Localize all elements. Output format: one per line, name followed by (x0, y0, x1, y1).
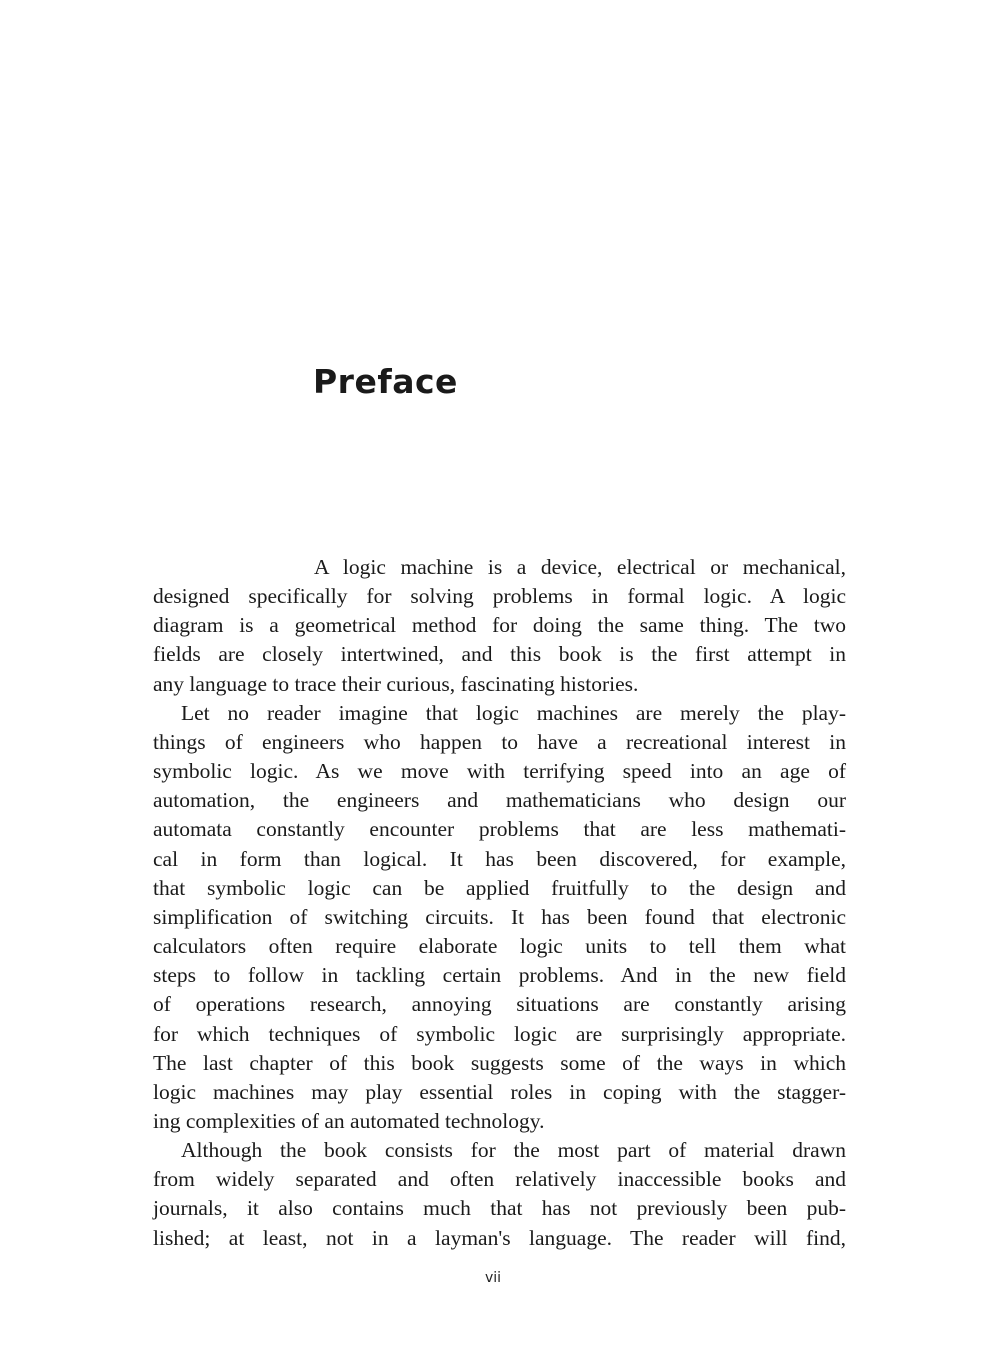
body-text (153, 553, 846, 1253)
text-line: symbolic logic. As we move with terrifying speed into an age of (153, 759, 846, 784)
page-title: Preface (313, 362, 458, 401)
text-line: automation, the engineers and mathematicians who design our (153, 788, 846, 813)
text-line: logic machines may play essential roles in coping with the stagger- (153, 1079, 846, 1104)
text-line: from widely separated and often relatively inaccessible books and (153, 1167, 846, 1192)
paragraph-2 (153, 699, 846, 1136)
text-line: diagram is a geometrical method for doing the same thing. The two (153, 613, 846, 638)
text-line: for which techniques of symbolic logic are surprisingly appropriate. (153, 1021, 846, 1046)
text-line: journals, it also contains much that has not previously been pub- (153, 1196, 846, 1221)
text-line: ing complexities of an automated technology. (153, 1108, 545, 1133)
text-line: automata constantly encounter problems that are less mathemati- (153, 817, 846, 842)
text-line: Although the book consists for the most part of material drawn (181, 1138, 846, 1163)
text-line: lished; at least, not in a layman's language. The reader will find, (153, 1225, 846, 1250)
text-line: A logic machine is a device, electrical or mechanical, (314, 555, 846, 579)
text-line: of operations research, annoying situations are constantly arising (153, 992, 846, 1017)
text-line: designed specifically for solving problems in formal logic. A logic (153, 584, 846, 609)
text-line: that symbolic logic can be applied fruitfully to the design and (153, 875, 846, 900)
text-line: things of engineers who happen to have a recreational interest in (153, 729, 846, 754)
text-line: cal in form than logical. It has been discovered, for example, (153, 846, 846, 871)
page-number: vii (484, 1270, 502, 1286)
text-line: any language to trace their curious, fascinating histories. (153, 671, 639, 696)
text-line: Let no reader imagine that logic machines are merely the play- (181, 700, 846, 725)
paragraph-1 (153, 553, 846, 699)
text-line: The last chapter of this book suggests some of the ways in which (153, 1050, 846, 1075)
paragraph-3 (153, 1136, 846, 1253)
text-line: calculators often require elaborate logic units to tell them what (153, 934, 846, 959)
text-line: fields are closely intertwined, and this book is the first attempt in (153, 642, 846, 667)
text-line: steps to follow in tackling certain problems. And in the new field (153, 963, 846, 988)
text-line: simplification of switching circuits. It has been found that electronic (153, 904, 846, 929)
